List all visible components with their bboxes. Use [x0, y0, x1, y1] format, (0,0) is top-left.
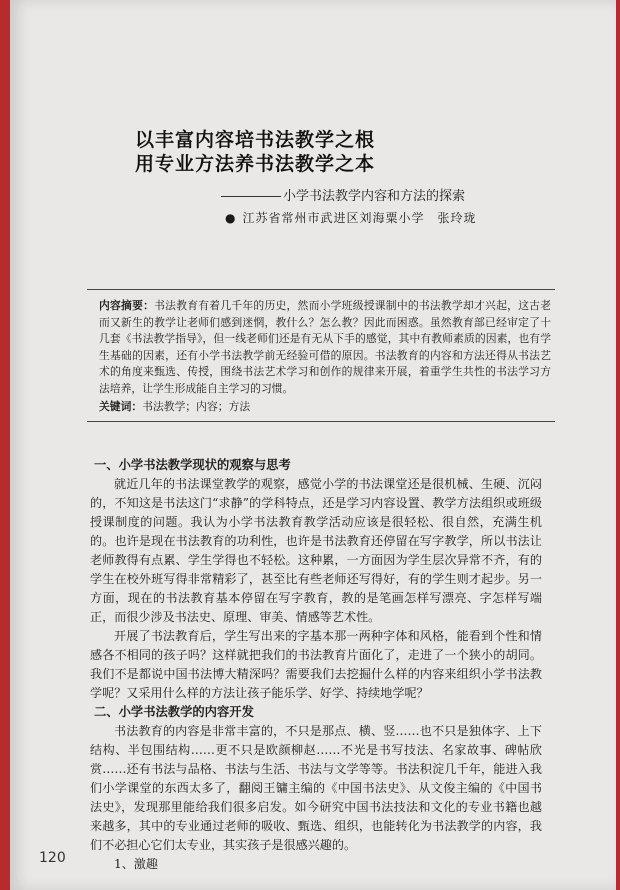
body-paragraph: 书法教育的内容是非常丰富的，不只是那点、横、竖……也不只是独体字、上下结构、半包围结构……更不只是欧颜柳赵……不光是书写技法、名家故事、碑帖欣赏……还有书法与品格、书法与生活、书法与文学等等。书法积淀几千年，能进入我们小学课堂的东西太多了，翻阅王镛主编的《中国书法史》、从文俊主编的《中国书法史》，发现那里能给我们很多启发。如今研究中国书法技法和文化的专业书籍也越来越多，其中的专业通过老师的吸收、甄选、组织，也能转化为书法教学的内容，我们不必担心它们太专业，其实孩子是很感兴趣的。 [90, 724, 542, 852]
article-title [135, 128, 375, 176]
abstract-label: 内容摘要： [99, 299, 155, 312]
author-line [225, 209, 477, 226]
document-page [10, 0, 616, 890]
keywords-text: 书法教学；内容；方法 [142, 400, 251, 413]
section-heading-2: 二、小学书法教学的内容开发 [94, 705, 254, 719]
keywords-label: 关键词： [99, 400, 143, 413]
title-line-2: 用专业方法养书法教学之本 [135, 153, 376, 175]
bullet-icon: ● [225, 211, 237, 225]
subtitle-dash [221, 196, 281, 197]
subheading: 1、激趣 [114, 857, 158, 871]
abstract-box [87, 289, 555, 422]
body-paragraph: 就近几年的书法课堂教学的观察，感觉小学的书法课堂还是很机械、生硬、沉闷的，不知这是书法这门“求静”的学科特点，还是学习内容设置、教学方法组织或班级授课制度的问题。我认为小学书法教育教学活动应该是很轻松、很自然，充满生机的。也许是现在书法教育的功利性，也许是书法教育还停留在写字教学，所以书法让老师教得有点累、学生学得也不轻松。这种累，一方面因为学生层次异常不齐，有的学生在校外班写得非常精彩了，甚至比有些老师还写得好，有的学生则才起步。另一方面，现在的书法教育基本停留在写字教育，教的是笔画怎样写漂亮、字怎样写端正，而很少涉及书法史、原理、审美、情感等艺术性。 [90, 477, 542, 624]
section-heading-1: 一、小学书法教学现状的观察与思考 [94, 458, 291, 472]
title-line-1: 以丰富内容培书法教学之根 [135, 129, 376, 151]
article-subtitle [221, 185, 465, 204]
page-number: 120 [39, 850, 66, 866]
author-name: 江苏省常州市武进区刘海粟小学 张玲珑 [242, 211, 477, 225]
keywords-line [99, 399, 551, 415]
article-body [90, 456, 542, 874]
abstract-text: 书法教育有着几千年的历史，然而小学班级授课制中的书法教学却才兴起，这古老而又新生的教学让老师们感到迷惘，教什么？怎么教？因此而困惑。虽然教育部已经审定了十几套《书法教学指导》，但一线老师们还是有无从下手的感觉，其中有教师素质的因素，也有学生基础的因素，还有小学书法教学前无经验可借的原因。书法教育的内容和方法还得从书法艺术的角度来甄选、传授，围绕书法艺术学习和创作的规律来开展，着重学生共性的书法学习方法培养，让学生形成能自主学习的习惯。 [99, 299, 552, 395]
body-paragraph: 开展了书法教育后，学生写出来的字基本那一两种字体和风格，能看到个性和情感各不相同的孩子吗？这样就把我们的书法教育片面化了，走进了一个狭小的胡同。我们不是都说中国书法博大精深吗？需要我们去挖掘什么样的内容来组织小学书法教学呢？又采用什么样的方法让孩子能乐学、好学、持续地学呢？ [90, 629, 542, 700]
subtitle-text: 小学书法教学内容和方法的探索 [283, 189, 466, 204]
abstract-paragraph [99, 298, 551, 397]
